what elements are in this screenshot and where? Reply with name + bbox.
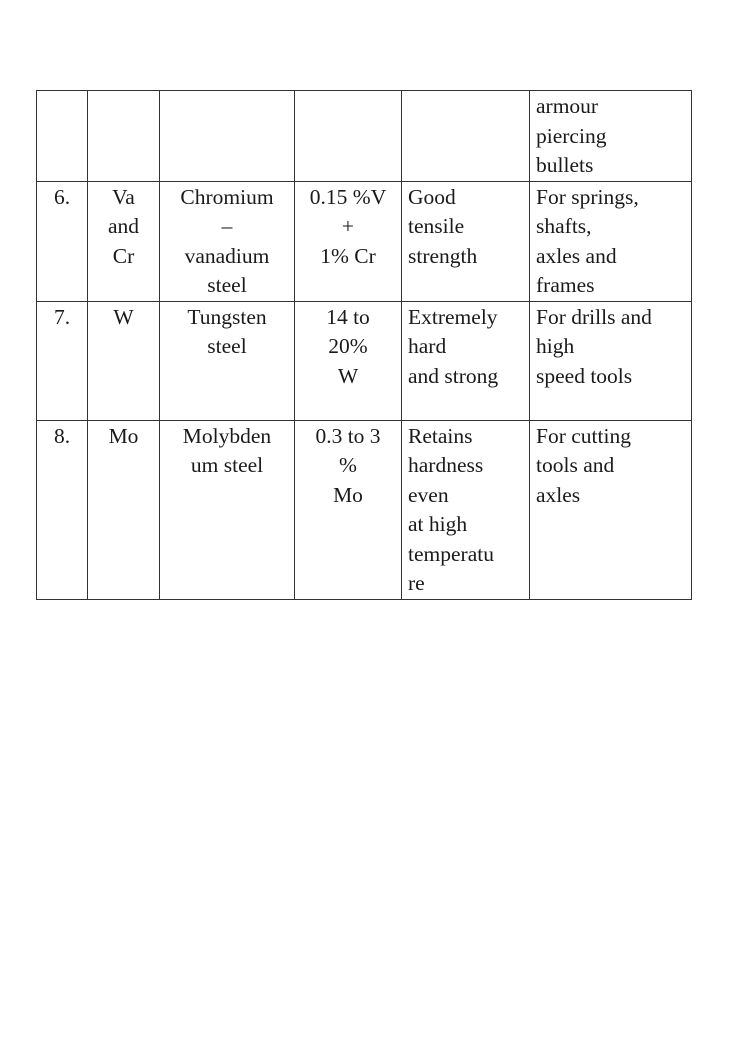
cell-symbol: Va and Cr <box>88 181 160 301</box>
cell-symbol <box>88 91 160 182</box>
table-row <box>37 301 692 420</box>
table-row <box>37 420 692 599</box>
cell-composition: 0.15 %V + 1% Cr <box>295 181 402 301</box>
cell-steel-name: Chromium – vanadium steel <box>160 181 295 301</box>
cell-properties <box>402 91 530 182</box>
cell-uses: For drills and high speed tools <box>530 301 692 420</box>
table-row-continued <box>37 91 692 182</box>
cell-symbol: W <box>88 301 160 420</box>
cell-number: 8. <box>37 420 88 599</box>
cell-properties: Good tensile strength <box>402 181 530 301</box>
cell-steel-name: Molybden um steel <box>160 420 295 599</box>
cell-steel-name: Tungsten steel <box>160 301 295 420</box>
cell-number <box>37 91 88 182</box>
cell-uses: For springs, shafts, axles and frames <box>530 181 692 301</box>
table-row <box>37 181 692 301</box>
cell-uses: armour piercing bullets <box>530 91 692 182</box>
cell-uses: For cutting tools and axles <box>530 420 692 599</box>
cell-number: 7. <box>37 301 88 420</box>
cell-properties: Retains hardness even at high temperatu re <box>402 420 530 599</box>
cell-number: 6. <box>37 181 88 301</box>
cell-symbol: Mo <box>88 420 160 599</box>
cell-composition <box>295 91 402 182</box>
alloy-steel-table <box>36 90 692 600</box>
cell-composition: 14 to 20% W <box>295 301 402 420</box>
cell-properties: Extremely hard and strong <box>402 301 530 420</box>
cell-steel-name <box>160 91 295 182</box>
cell-composition: 0.3 to 3 % Mo <box>295 420 402 599</box>
